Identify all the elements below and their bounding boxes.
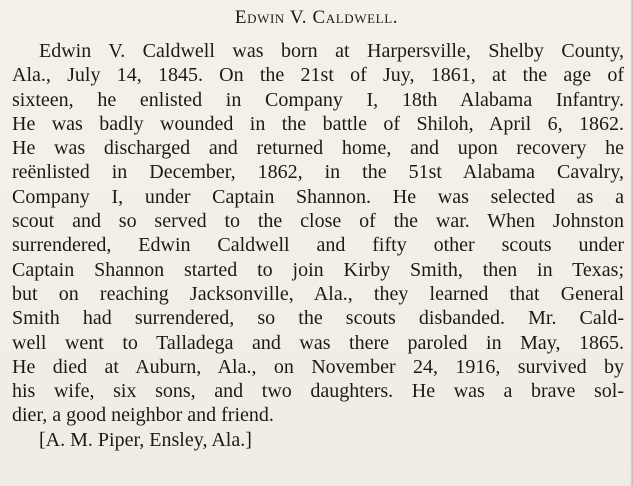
text-line: Edwin V. Caldwell was born at Harpersville, Shelby County, — [39, 40, 624, 62]
text-line: Ala., July 14, 1845. On the 21st of Juy, 1861, at the age of — [12, 64, 624, 87]
text-line-last: dier, a good neighbor and friend. — [12, 404, 274, 427]
article-heading: Edwin V. Caldwell. — [234, 7, 399, 28]
text-line: surrendered, Edwin Caldwell and fifty other scouts under — [12, 234, 624, 257]
text-line: sixteen, he enlisted in Company I, 18th Alabama Infantry. — [12, 88, 624, 111]
text-line: Smith had surrendered, so the scouts disbanded. Mr. Cald- — [12, 307, 624, 330]
signature: [A. M. Piper, Ensley, Ala.] — [39, 428, 252, 451]
text-line: Captain Shannon started to join Kirby Smith, then in Texas; — [12, 258, 624, 281]
text-line: well went to Talladega and was there paroled in May, 1865. — [12, 331, 624, 354]
text-line: his wife, six sons, and two daughters. He was a brave sol- — [12, 380, 624, 403]
text-line: reënlisted in December, 1862, in the 51st Alabama Cavalry, — [12, 161, 624, 184]
article-body — [12, 39, 624, 452]
text-line: scout and so served to the close of the war. When Johnston — [12, 210, 624, 233]
text-line: He was discharged and returned home, and upon recovery he — [12, 137, 624, 160]
text-line: He died at Auburn, Ala., on November 24, 1916, survived by — [12, 355, 624, 378]
text-line: He was badly wounded in the battle of Shiloh, April 6, 1862. — [12, 112, 624, 135]
text-line: Company I, under Captain Shannon. He was selected as a — [12, 185, 624, 208]
text-line: but on reaching Jacksonville, Ala., they learned that General — [12, 282, 624, 305]
